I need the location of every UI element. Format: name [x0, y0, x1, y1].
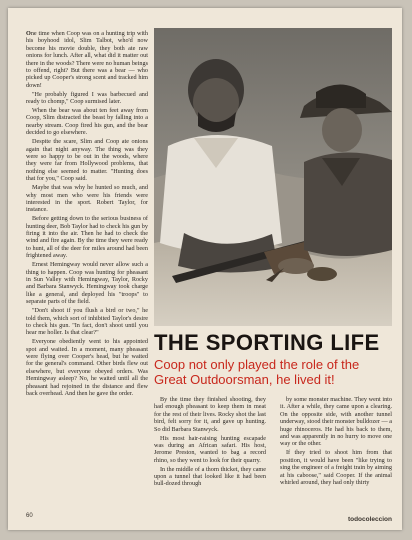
paragraph: Everyone obediently went to his appointed spot and waited. In a moment, many pheasant were flying over Cooper's head, but he waited for the general's command. Other birds flew out elsewhere, but everyone obeyed orders. Was Hemingway asleep? No, he waited until all the pheasant had rejoined in the distance and flew back overhead. And then he gave the order. — [26, 338, 148, 398]
paragraph: Before getting down to the serious business of hunting deer, Bob Taylor had to check his gun by firing it into the air. Then he had to check the wind and fire again. By the time they were ready to hunt, all of the deer for miles around had been frightened away. — [26, 215, 148, 260]
paragraph: by some monster machine. They went into it. After a while, they came upon a clearing. On the opposite side, with another tunnel underway, stood their monster bulldozer — a huge rhinoceros. He had his back to them, and was apparently in no hurry to move one way or the other. — [280, 396, 392, 448]
paragraph: His most hair-raising hunting escapade was during an African safari. His host, Jerome Preston, wanted to bag a record rhino, so they went to look for their quarry. — [154, 434, 266, 464]
photo-image — [154, 28, 392, 326]
paragraph: One time when Coop was on a hunting trip with his boyhood idol, Slim Talbot, who'd now become his movie double, they both ate raw onions for lunch. After all, what did it matter out there in the woods? There were no human beings to offend, right? But there was a bear — who picked up Cooper's strong scent and tracked him down! — [26, 30, 148, 89]
article-headline: THE SPORTING LIFE — [154, 332, 380, 354]
paragraph: Ernest Hemingway would never allow such a thing to happen. Coop was hunting for pheasant in Sun Valley with Hemingway, Taylor, Rocky and Barbara Stanwyck. Hemingway took charge like a general, and deployed his "troops" to separate parts of the field. — [26, 261, 148, 306]
magazine-page — [8, 8, 402, 530]
article-deck: Coop not only played the role of the Great Outdoorsman, he lived it! — [154, 357, 360, 387]
paragraph: In the middle of a thorn thicket, they came upon a tunnel that looked like it had been bull-dozed through — [154, 465, 266, 488]
paragraph: "Don't shoot if you flush a bird or two," he told them, which sort of inhibited Taylor's desire to check his gun. "In fact, don't shoot until you hear me holler. Is that clear?" — [26, 307, 148, 337]
paragraph: Despite the scare, Slim and Coop ate onions again that night anyway. The thing was they were so happy to be out in the woods, where they were far from Hollywood problems, that nothing else seemed to matter. "Hunting does that for you," Coop said. — [26, 138, 148, 183]
paragraph: Maybe that was why he hunted so much, and why most men who were his friends were interested in the sport. Robert Taylor, for instance. — [26, 184, 148, 214]
hunting-photo — [154, 28, 392, 326]
page-number: 60 — [26, 513, 33, 519]
paragraph: If they tried to shoot him from that position, it would have been "like trying to sing the engineer of a freight train by aiming at his caboose," said Cooper. If the animal whirled around, they had only thirty — [280, 449, 392, 486]
left-text-column — [26, 30, 148, 508]
right-text-column — [280, 396, 392, 508]
middle-text-column — [154, 396, 266, 508]
paragraph: By the time they finished shooting, they had enough pheasant to keep them in meat for the rest of their lives. Rocky shot the last bird, felt sorry for it, and gave up hunting. So did Barbara Stanwyck. — [154, 396, 266, 433]
paragraph: "He probably figured I was barbecued and ready to chomp," Coop surmised later. — [26, 90, 148, 106]
paragraph: When the bear was about ten feet away from Coop, Slim distracted the beast by falling into a nearby stream. Coop fired his gun, and the bear decided to go elsewhere. — [26, 107, 148, 137]
watermark-credit: todocoleccion — [347, 516, 392, 523]
